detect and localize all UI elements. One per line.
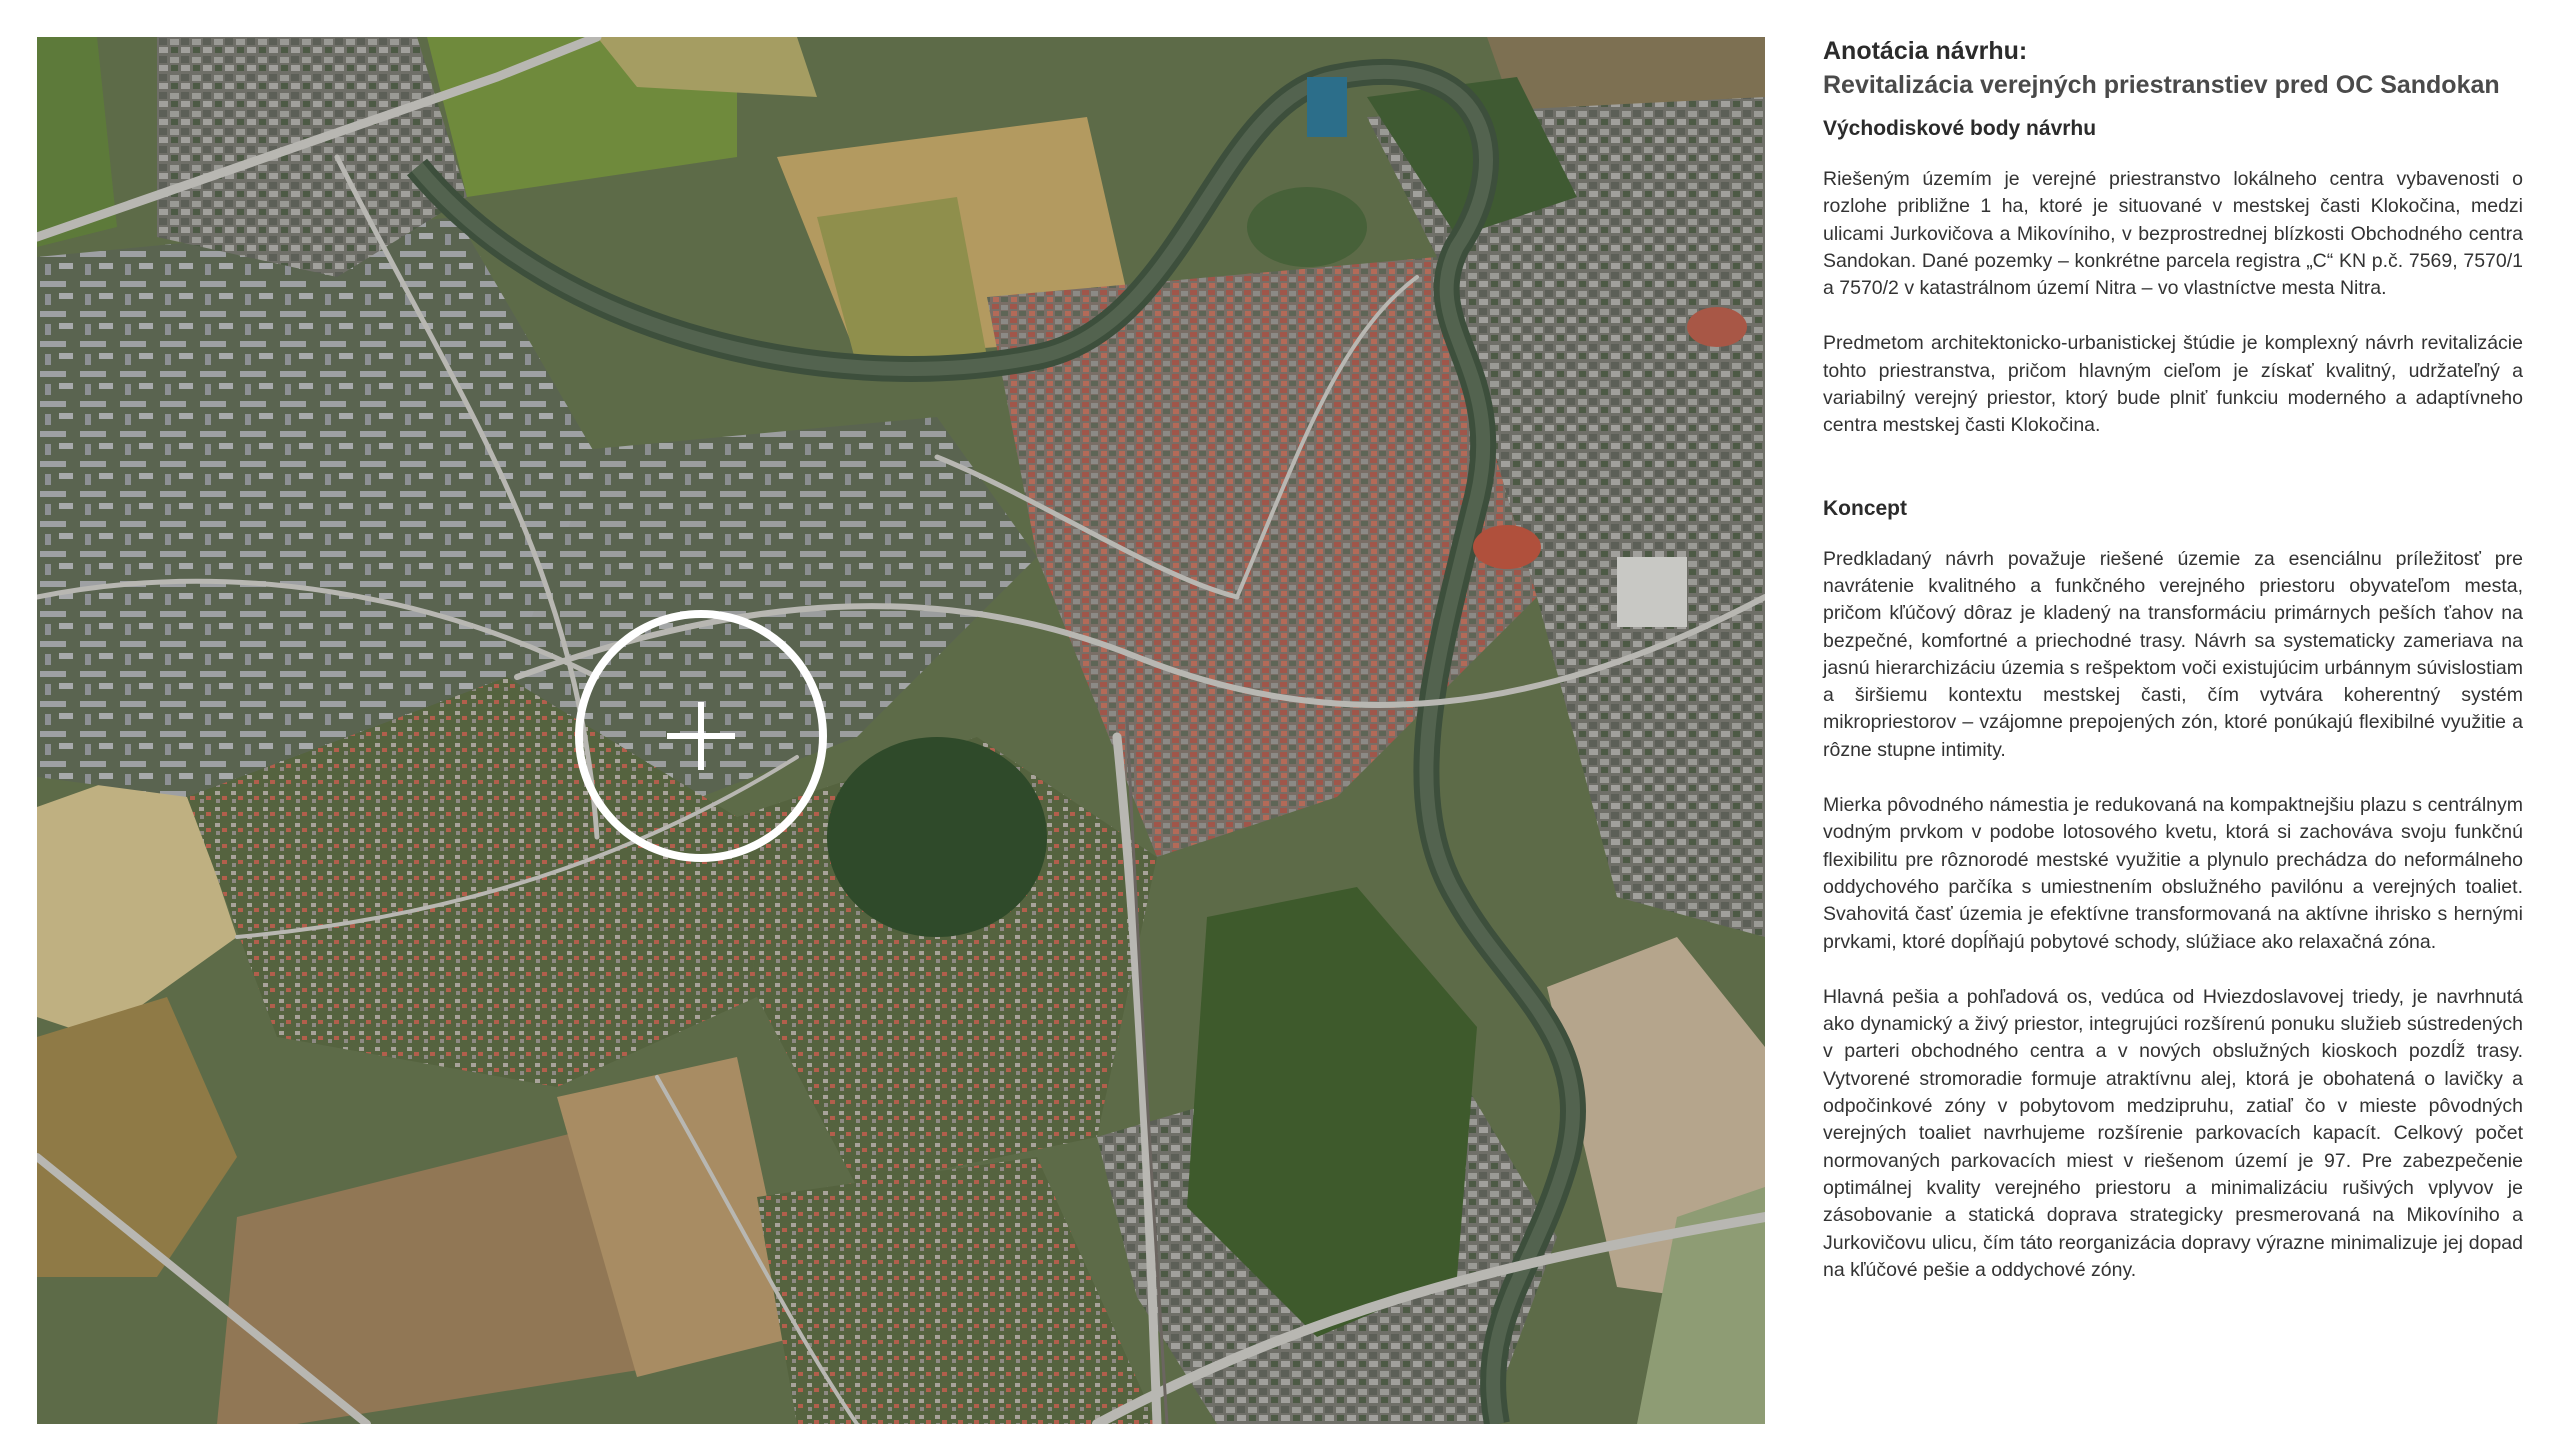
- page-subtitle: Revitalizácia verejných priestranstiev pred OC Sandokan: [1823, 71, 2500, 99]
- paragraph: Predkladaný návrh považuje riešené územie za esenciálnu príležitosť pre navrátenie kvalitného a funkčného verejného priestoru obyvateľom mesta, pričom kľúčový dôraz je kladený na transformáciu primárnych peších ťahov na bezpečné, komfortné a priechodné trasy. Návrh sa systematicky zameriava na jasnú hierarchizáciu územia s rešpektom voči existujúcim urbánnym súvislostiam a širšiemu kontextu mestskej časti, čím vytvára koherentný systém mikropriestorov – vzájomne prepojených zón, ktoré ponúkajú flexibilné využitie a rôzne stupne intimity.: [1823, 547, 2523, 761]
- page-title: Anotácia návrhu:: [1823, 37, 2028, 65]
- text-panel: [1823, 34, 2523, 1284]
- section-heading-concept: Koncept: [1823, 496, 1907, 520]
- aerial-map-image: [37, 37, 1765, 1424]
- paragraph: Hlavná pešia a pohľadová os, vedúca od Hviezdoslavovej triedy, je navrhnutá ako dynamický a živý priestor, integrujúci rozšírenú ponuku služieb sústredených v parteri obchodného centra a v nových obslužných kioskoch pozdĺž trasy. Vytvorené stromoradie formuje atraktívnu alej, ktorá je obohatená o lavičky a odpočinkové zóny v pobytovom medzipruhu, zatiaľ čo v mieste pôvodných verejných toaliet navrhujeme rozšírenie parkovacích kapacít. Celkový počet normovaných parkovacích miest v riešenom území je 97. Pre zabezpečenie optimálnej kvality verejného priestoru a minimalizáciu rušivých vplyvov je zásobovanie a statická doprava strategicky presmerovaná na Mikovíniho a Jurkovičovu ulicu, čím táto reorganizácia dopravy výrazne minimalizuje jej dopad na kľúčové pešie a oddychové zóny.: [1823, 985, 2523, 1281]
- paragraph: Mierka pôvodného námestia je redukovaná na kompaktnejšiu plazu s centrálnym vodným prvkom v podobe lotosového kvetu, ktorá si zachováva svoju funkčnú flexibilitu pre rôznorodé mestské využitie a plynulo prechádza do neformálneho oddychového parčíka s umiestnením obslužného pavilónu a verejných toaliet. Svahovitá časť územia je efektívne transformovaná na aktívne ihrisko s hernými prvkami, ktoré dopĺňajú pobytové schody, slúžiace ako relaxačná zóna.: [1823, 794, 2523, 953]
- paragraph: Riešeným územím je verejné priestranstvo lokálneho centra vybavenosti o rozlohe približne 1 ha, ktoré je situované v mestskej časti Klokočina, medzi ulicami Jurkovičova a Mikovíniho, v bezprostrednej blízkosti Obchodného centra Sandokan. Dané pozemky – konkrétne parcela registra „C“ KN p.č. 7569, 7570/1 a 7570/2 v katastrálnom území Nitra – vo vlastníctve mesta Nitra.: [1823, 168, 2523, 300]
- section-heading-starting-points: Východiskové body návrhu: [1823, 117, 2097, 140]
- paragraph: Predmetom architektonicko-urbanistickej štúdie je komplexný návrh revitalizácie tohto priestranstva, pričom hlavným cieľom je získať kvalitný, udržateľný a variabilný verejný priestor, ktorý bude plniť funkciu moderného a adaptívneho centra mestskej časti Klokočina.: [1823, 332, 2523, 437]
